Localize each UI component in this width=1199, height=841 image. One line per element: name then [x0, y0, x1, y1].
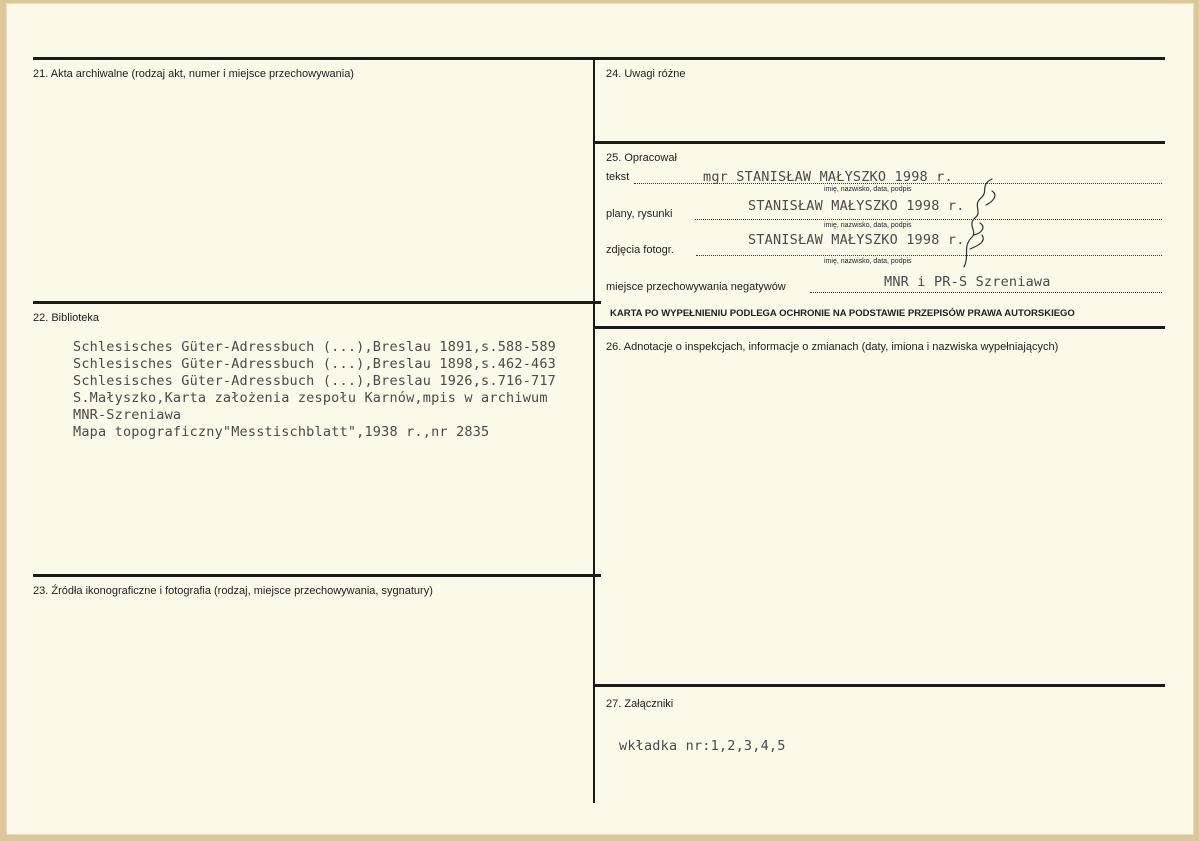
section-26-label: 26. Adnotacje o inspekcjach, informacje o zmianach (daty, imiona i nazwiska wypełniających) [606, 341, 1059, 353]
section-23-label: 23. Źródła ikonograficzne i fotografia (rodzaj, miejsce przechowywania, sygnatury) [33, 585, 433, 597]
bibliography-entry: MNR-Szreniawa [73, 407, 182, 423]
bibliography-entry: S.Małyszko,Karta założenia zespołu Karnów,mpis w archiwum [73, 390, 548, 406]
rule-21-top [33, 57, 601, 60]
copyright-notice: KARTA PO WYPEŁNIENIU PODLEGA OCHRONIE NA PODSTAWIE PRZEPISÓW PRAWA AUTORSKIEGO [610, 308, 1075, 319]
section-21-label: 21. Akta archiwalne (rodzaj akt, numer i miejsce przechowywania) [33, 68, 354, 80]
plany-label: plany, rysunki [606, 208, 673, 220]
zdjecia-dotted-line [696, 255, 1162, 256]
zdjecia-value: STANISŁAW MAŁYSZKO 1998 r. [748, 232, 965, 248]
rule-27-top [593, 684, 1165, 687]
zdjecia-label: zdjęcia fotogr. [606, 244, 674, 256]
rule-22-top [33, 301, 601, 304]
bibliography-entry: Schlesisches Güter-Adressbuch (...),Breslau 1926,s.716-717 [73, 373, 557, 389]
bibliography-list [73, 339, 556, 441]
plany-dotted-line [695, 219, 1162, 220]
bibliography-entry: Schlesisches Güter-Adressbuch (...),Breslau 1891,s.588-589 [73, 339, 557, 355]
column-divider [593, 57, 595, 803]
tekst-hint: imię, nazwisko, data, podpis [824, 186, 912, 193]
signature [952, 175, 1008, 275]
section-22-label: 22. Biblioteka [33, 312, 100, 324]
rule-23-top [33, 574, 601, 577]
bibliography-entry: Mapa topograficzny"Messtischblatt",1938 r.,nr 2835 [73, 424, 490, 440]
section-24-label: 24. Uwagi różne [606, 68, 686, 80]
negatywy-value: MNR i PR-S Szreniawa [884, 274, 1051, 290]
zdjecia-hint: imię, nazwisko, data, podpis [824, 258, 912, 265]
negatywy-dotted-line [810, 292, 1162, 293]
rule-26-top [593, 326, 1165, 329]
tekst-value: mgr STANISŁAW MAŁYSZKO 1998 r. [703, 169, 953, 185]
section-27-label: 27. Załączniki [606, 698, 674, 710]
archive-card [6, 3, 1194, 835]
section-25-label: 25. Opracował [606, 152, 677, 164]
plany-hint: imię, nazwisko, data, podpis [824, 222, 912, 229]
rule-25-top [593, 141, 1165, 144]
rule-24-top [593, 57, 1165, 60]
bibliography-entry: Schlesisches Güter-Adressbuch (...),Breslau 1898,s.462-463 [73, 356, 557, 372]
negatywy-label: miejsce przechowywania negatywów [606, 281, 786, 293]
plany-value: STANISŁAW MAŁYSZKO 1998 r. [748, 198, 965, 214]
attachments-value: wkładka nr:1,2,3,4,5 [619, 738, 786, 754]
tekst-label: tekst [606, 171, 630, 183]
